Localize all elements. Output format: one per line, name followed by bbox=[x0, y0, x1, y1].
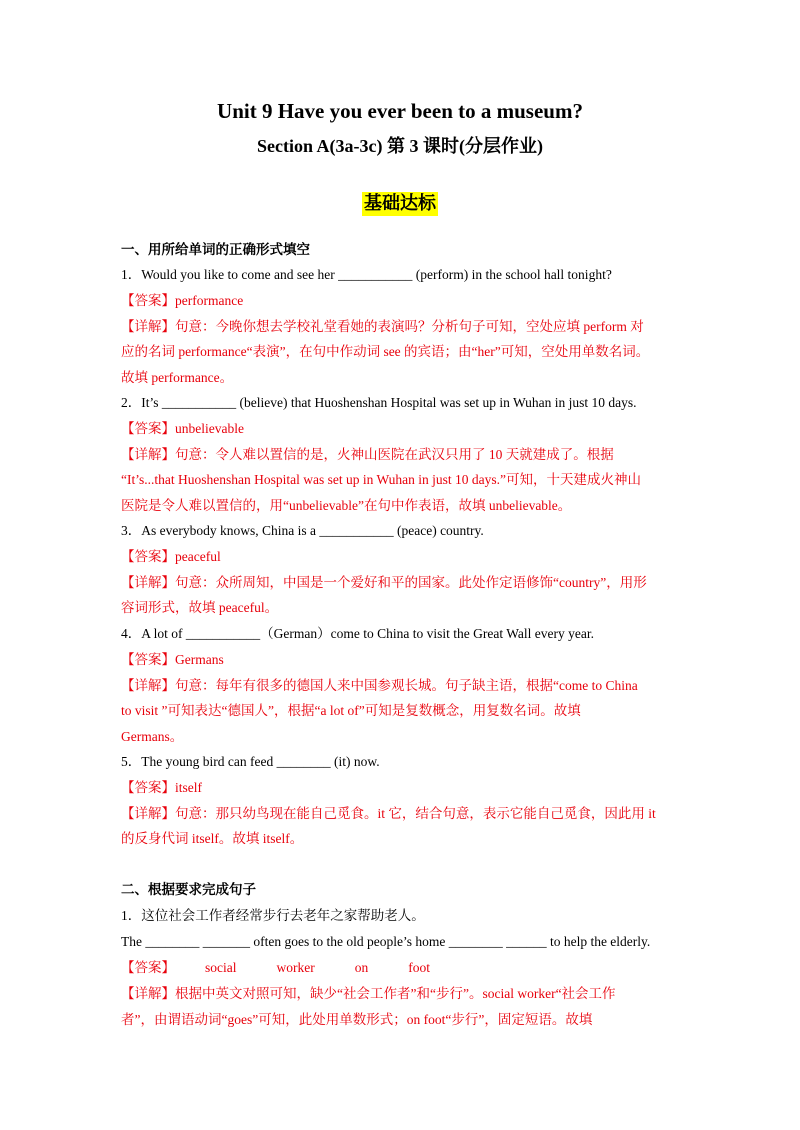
q5-question: 5．The young bird can feed ________ (it) now. bbox=[121, 754, 380, 769]
s2-q1-chinese: 1．这位社会工作者经常步行去老年之家帮助老人。 bbox=[121, 908, 425, 923]
answer-word: on bbox=[354, 960, 369, 975]
q2-detail-line: “It’s...that Huoshenshan Hospital was set up in Wuhan in just 10 days.”可知，十天建成火神山 bbox=[121, 472, 642, 487]
q1-answer: 【答案】performance bbox=[121, 293, 244, 308]
q3-question: 3．As everybody knows, China is a ___________ (peace) country. bbox=[121, 523, 484, 538]
level-label: 基础达标 bbox=[364, 193, 436, 214]
s2-q1-detail-line: 者”，由谓语动词“goes”可知，此处用单数形式；on foot“步行”，固定短语。故填 bbox=[121, 1012, 593, 1027]
q5-answer: 【答案】itself bbox=[121, 780, 202, 795]
q5-detail-line: 【详解】句意：那只幼鸟现在能自己觅食。it 它，结合句意，表示它能自己觅食，因此用 it bbox=[121, 806, 656, 821]
section1-heading: 一、用所给单词的正确形式填空 bbox=[121, 242, 310, 258]
q1-detail-line: 应的名词 performance“表演”，在句中作动词 see 的宾语；由“her”可知，空处用单数名词。 bbox=[121, 344, 650, 359]
q5-detail-line: 的反身代词 itself。故填 itself。 bbox=[121, 831, 304, 846]
answer-word: foot bbox=[408, 960, 430, 975]
answer-label: 【答案】 bbox=[121, 960, 175, 975]
q4-answer: 【答案】Germans bbox=[121, 652, 224, 667]
level-banner bbox=[0, 192, 800, 216]
answer-word: worker bbox=[276, 960, 315, 975]
s2-q1-question: The ________ _______ often goes to the old people’s home ________ ______ to help the elderly. bbox=[121, 934, 651, 949]
section2-heading: 二、根据要求完成句子 bbox=[121, 882, 256, 898]
page-subtitle: Section A(3a-3c) 第 3 课时(分层作业) bbox=[257, 136, 543, 156]
q4-detail-line: to visit ”可知表达“德国人”，根据“a lot of”可知是复数概念，用复数名词。故填 bbox=[121, 703, 581, 718]
page-title: Unit 9 Have you ever been to a museum? bbox=[217, 99, 583, 123]
q2-answer: 【答案】unbelievable bbox=[121, 421, 244, 436]
q3-detail-line: 【详解】句意：众所周知，中国是一个爱好和平的国家。此处作定语修饰“country”，用形 bbox=[121, 575, 647, 590]
q3-answer: 【答案】peaceful bbox=[121, 549, 221, 564]
s2-q1-answer bbox=[121, 958, 681, 978]
q1-detail-line: 【详解】句意：今晚你想去学校礼堂看她的表演吗？分析句子可知，空处应填 perform 对 bbox=[121, 319, 644, 334]
answer-word: social bbox=[205, 960, 237, 975]
q3-detail-line: 容词形式，故填 peaceful。 bbox=[121, 600, 279, 615]
q2-detail-line: 医院是令人难以置信的，用“unbelievable”在句中作表语，故填 unbelievable。 bbox=[121, 498, 572, 513]
q4-question: 4．A lot of ___________（German）come to China to visit the Great Wall every year. bbox=[121, 626, 594, 641]
q4-detail-line: Germans。 bbox=[121, 729, 184, 744]
q2-detail-line: 【详解】句意：令人难以置信的是，火神山医院在武汉只用了 10 天就建成了。根据 bbox=[121, 447, 614, 462]
q1-detail-line: 故填 performance。 bbox=[121, 370, 234, 385]
q2-question: 2．It’s ___________ (believe) that Huoshenshan Hospital was set up in Wuhan in just 10 days. bbox=[121, 395, 637, 410]
q1-question: 1．Would you like to come and see her ___________ (perform) in the school hall tonight? bbox=[121, 267, 612, 282]
q4-detail-line: 【详解】句意：每年有很多的德国人来中国参观长城。句子缺主语，根据“come to China bbox=[121, 678, 638, 693]
s2-q1-detail-line: 【详解】根据中英文对照可知，缺少“社会工作者”和“步行”。social worker“社会工作 bbox=[121, 986, 616, 1001]
